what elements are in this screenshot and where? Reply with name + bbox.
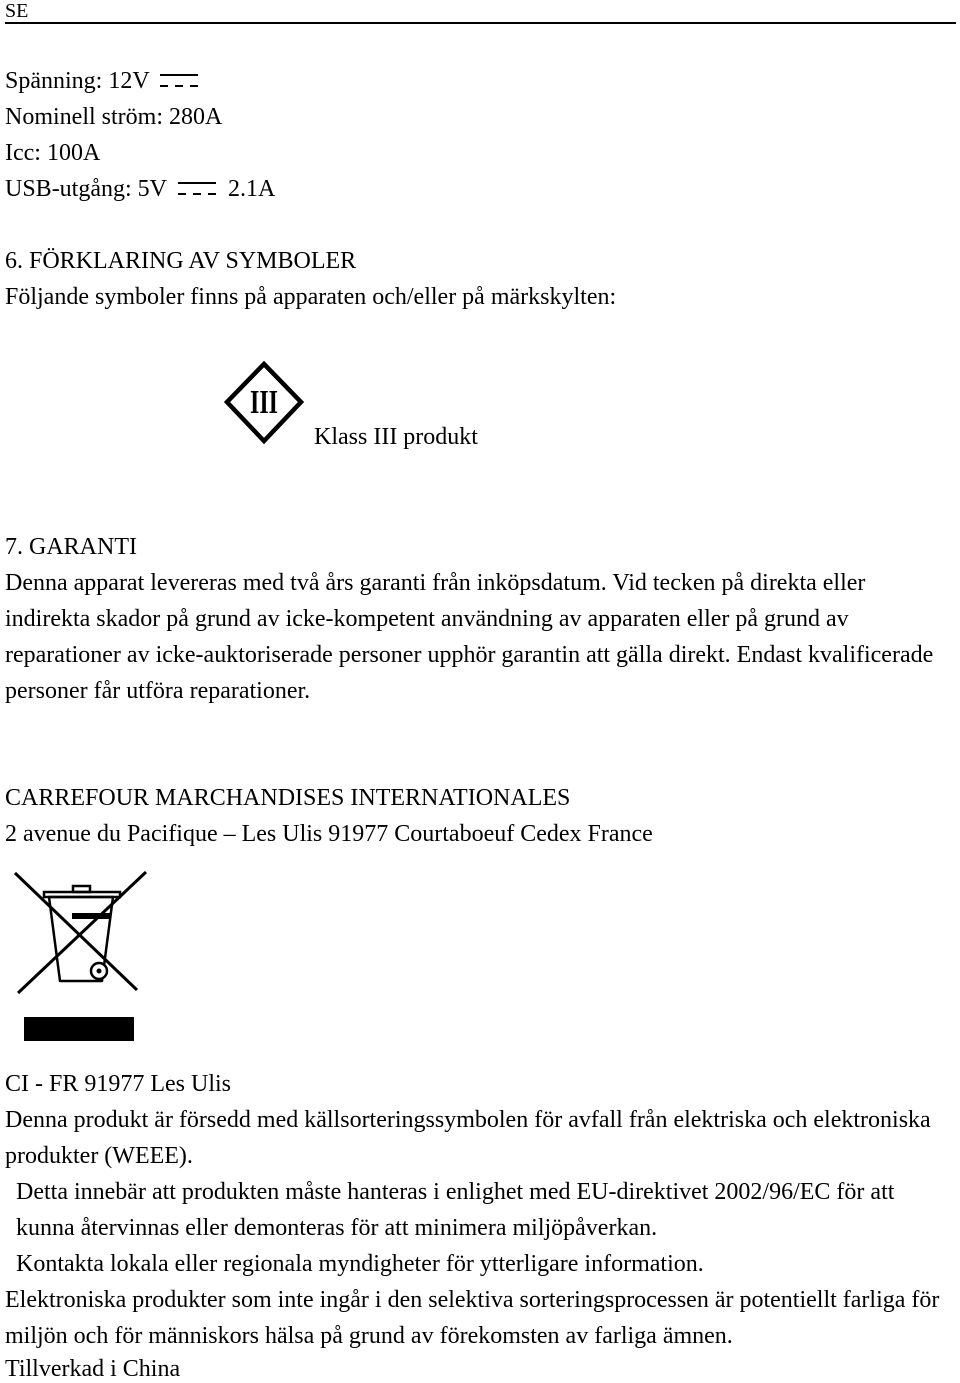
class-iii-label: Klass III produkt — [314, 424, 478, 450]
spec-rated-current: Nominell ström: 280A — [5, 104, 223, 130]
weee-line: produkter (WEEE). — [5, 1143, 193, 1169]
spec-usb-line — [5, 171, 275, 207]
symbols-intro: Följande symboler finns på apparaten och/eller på märkskylten: — [5, 284, 617, 310]
class-iii-diamond-icon — [224, 360, 306, 446]
spec-voltage-line — [5, 63, 198, 99]
spec-voltage: Spänning: 12V — [5, 68, 150, 94]
spec-usb-current: 2.1A — [228, 176, 276, 202]
warranty-line: personer får utföra reparationer. — [5, 678, 311, 704]
weee-line: Kontakta lokala eller regionala myndigheter för ytterligare information. — [16, 1251, 704, 1277]
dc-current-icon — [160, 73, 198, 88]
weee-line: miljön och för människors hälsa på grund av förekomsten av farliga ämnen. — [5, 1323, 733, 1349]
header-rule — [5, 22, 956, 24]
spec-icc: Icc: 100A — [5, 140, 101, 166]
dc-current-icon — [178, 181, 216, 196]
symbols-heading: 6. FÖRKLARING AV SYMBOLER — [5, 248, 357, 274]
weee-crossed-bin-icon — [10, 866, 150, 998]
country-of-origin: Tillverkad i China — [5, 1356, 181, 1382]
warranty-heading: 7. GARANTI — [5, 534, 137, 560]
importer-address: CI - FR 91977 Les Ulis — [5, 1071, 232, 1097]
weee-line: Detta innebär att produkten måste hanteras i enlighet med EU-direktivet 2002/96/EC för att — [16, 1179, 895, 1205]
manufacturer-address: 2 avenue du Pacifique – Les Ulis 91977 Courtaboeuf Cedex France — [5, 821, 653, 847]
warranty-line: reparationer av icke-auktoriserade personer upphör garantin att gälla direkt. Endast kvalificerade — [5, 642, 934, 668]
weee-line: Denna produkt är försedd med källsorteringssymbolen för avfall från elektriska och elektroniska — [5, 1107, 931, 1133]
manufacturer-name: CARREFOUR MARCHANDISES INTERNATIONALES — [5, 785, 571, 811]
spec-usb-output: USB-utgång: 5V — [5, 176, 167, 202]
weee-marking-bar — [24, 1017, 134, 1041]
language-code: SE — [5, 0, 29, 22]
warranty-line: Denna apparat levereras med två års garanti från inköpsdatum. Vid tecken på direkta eller — [5, 570, 866, 596]
weee-paragraph — [5, 1102, 939, 1354]
weee-line: Elektroniska produkter som inte ingår i den selektiva sorteringsprocessen är potentiellt farliga för — [5, 1287, 940, 1313]
weee-line: kunna återvinnas eller demonteras för att minimera miljöpåverkan. — [16, 1215, 658, 1241]
warranty-paragraph — [5, 565, 933, 709]
warranty-line: indirekta skador på grund av icke-kompetent användning av apparaten eller på grund av — [5, 606, 849, 632]
class-iii-mark: III — [250, 384, 278, 421]
